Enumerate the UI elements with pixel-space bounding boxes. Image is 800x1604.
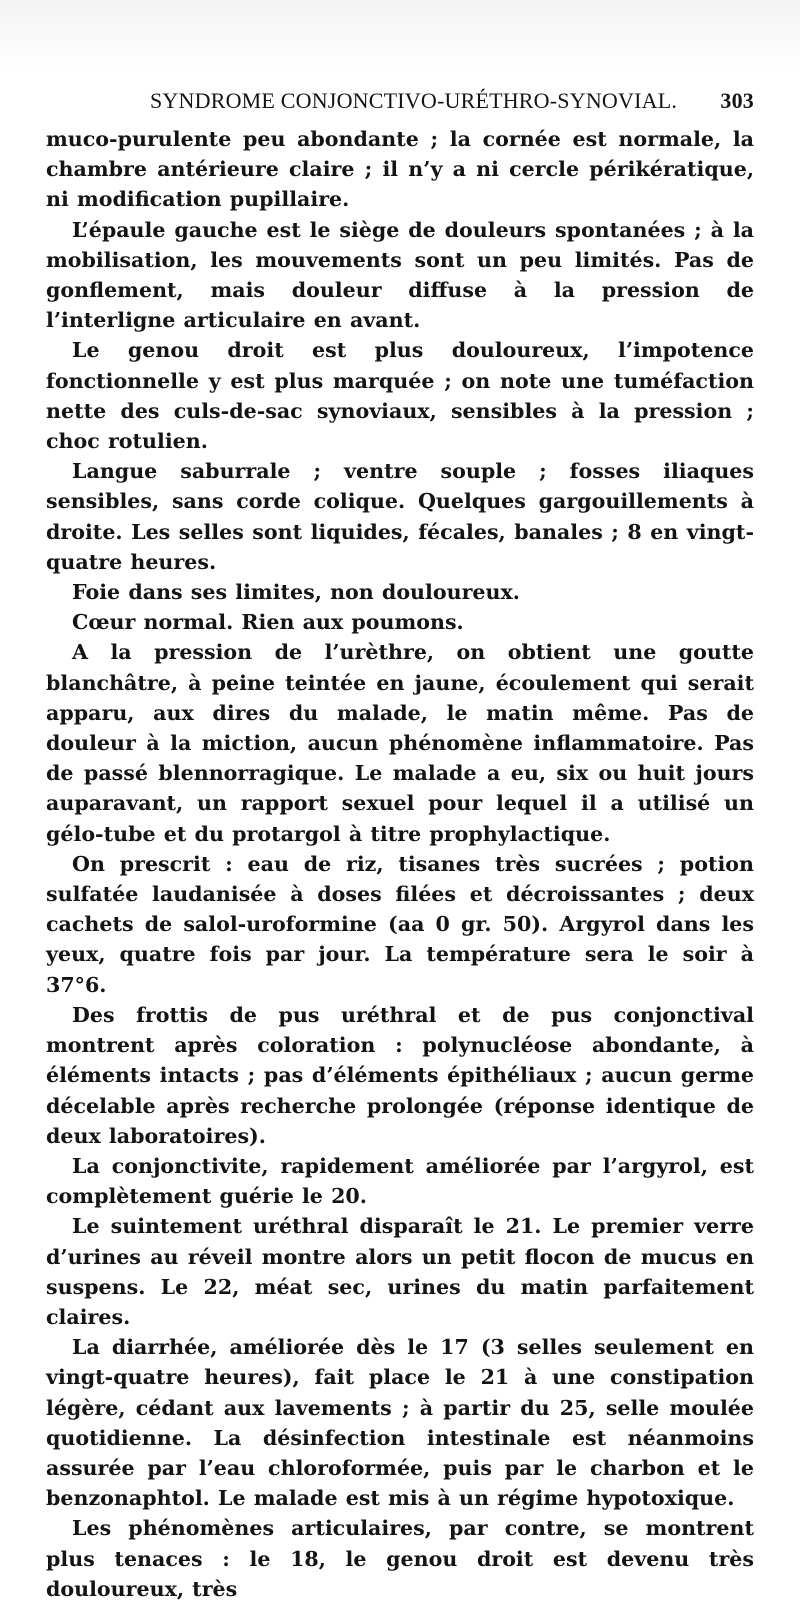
paragraph: Les phénomènes articulaires, par contre, se montrent plus tenaces : le 18, le genou droit est devenu très douloureux, très [46,1516,754,1601]
running-title: SYNDROME CONJONCTIVO-URÉTHRO-SYNOVIAL. [150,88,678,113]
paragraph: La conjonctivite, rapidement améliorée par l’argyrol, est complètement guérie le 20. [46,1153,754,1209]
paragraph: Le suintement uréthral disparaît le 21. Le premier verre d’urines au réveil montre alors un petit flocon de mucus en suspens. Le 22, méat sec, urines du matin parfaitement claires. [46,1214,754,1329]
paragraph: L’épaule gauche est le siège de douleurs spontanées ; à la mobilisation, les mouvements sont un peu limités. Pas de gonflement, mais douleur diffuse à la pression de l’interligne articulaire en avant. [46,217,754,333]
running-header [150,88,754,114]
paragraph: Le genou droit est plus douloureux, l’impotence fonctionnelle y est plus marquée ; on note une tuméfaction nette des culs-de-sac synoviaux, sensibles à la pression ; choc rotulien. [46,338,754,454]
body-text [46,124,754,1604]
page-number: 303 [720,88,754,113]
paragraph: Cœur normal. Rien aux poumons. [72,610,464,635]
paragraph: Des frottis de pus uréthral et de pus conjonctival montrent après coloration : polynucléose abondante, à éléments intacts ; pas d’éléments épithéliaux ; aucun germe décelable après recherche prolongée (réponse identique de deux laboratoires). [46,1002,754,1148]
paragraph: La diarrhée, améliorée dès le 17 (3 selles seulement en vingt-quatre heures), fait place le 21 à une constipation légère, cédant aux lavements ; à partir du 25, selle moulée quotidienne. La désinfection intestinale est néanmoins assurée par l’eau chloroformée, puis par le charbon et le benzonaphtol. Le malade est mis à un régime hypotoxique. [46,1335,754,1511]
paragraph: Foie dans ses limites, non douloureux. [72,580,520,605]
paragraph: On prescrit : eau de riz, tisanes très sucrées ; potion sulfatée laudanisée à doses filées et décroissantes ; deux cachets de salol-uroformine (aa 0 gr. 50). Argyrol dans les yeux, quatre fois par jour. La température sera le soir à 37°6. [46,851,754,997]
paragraph: A la pression de l’urèthre, on obtient une goutte blanchâtre, à peine teintée en jaune, écoulement qui serait apparu, aux dires du malade, le matin même. Pas de douleur à la miction, aucun phénomène inflammatoire. Pas de passé blennorragique. Le malade a eu, six ou huit jours auparavant, un rapport sexuel pour lequel il a utilisé un gélo-tube et du protargol à titre prophylactique. [46,640,754,846]
paragraph: muco-purulente peu abondante ; la cornée est normale, la chambre antérieure claire ; il n’y a ni cercle périkératique, ni modification pupillaire. [46,127,754,212]
paragraph: Langue saburrale ; ventre souple ; fosses iliaques sensibles, sans corde colique. Quelques gargouillements à droite. Les selles sont liquides, fécales, banales ; 8 en vingt-quatre heures. [46,459,754,574]
